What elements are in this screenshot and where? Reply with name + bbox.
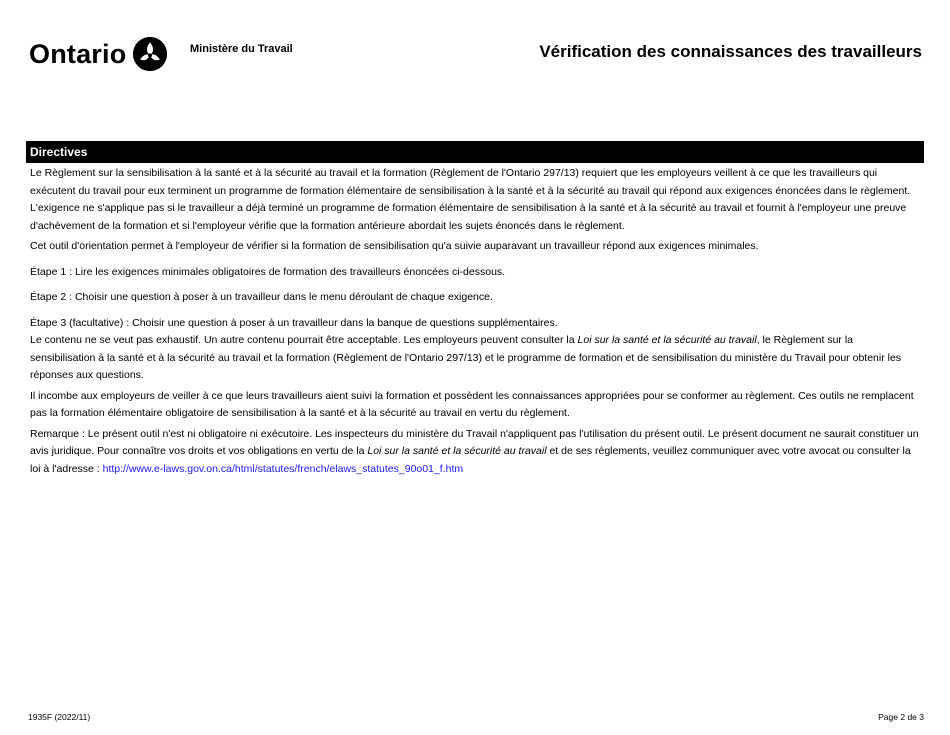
trillium-icon	[132, 36, 168, 72]
elaws-link[interactable]: http://www.e-laws.gov.on.ca/html/statutes/french/elaws_statutes_90o01_f.htm	[102, 462, 464, 475]
act-title-remark: Loi sur la santé et la sécurité au travail	[367, 445, 547, 457]
page-number: Page 2 de 3	[878, 712, 924, 722]
logo-wordmark: Ontario	[29, 39, 127, 69]
remark-text-b: et de ses règlements, veuillez communiquer avec votre avocat ou consulter la loi à l'adresse :	[30, 445, 911, 475]
ministry-name: Ministère du Travail	[190, 43, 293, 55]
paragraph-tool-purpose: Cet outil d'orientation permet à l'employeur de vérifier si la formation de sensibilisation qu'a suivie auparavant un travailleur répond aux exigences minimales.	[30, 240, 759, 252]
directives-content	[30, 165, 920, 478]
content-note-text-b: , le Règlement sur la sensibilisation à la santé et à la sécurité au travail et la formation (Règlement de l'Ontario 297/13) et le programme de formation et de sensibilisation du ministère du Travail pour obtenir les réponses aux questions.	[30, 334, 902, 381]
step-1: Étape 1 : Lire les exigences minimales obligatoires de formation des travailleurs énoncées ci-dessous.	[30, 265, 506, 278]
content-note-text-a: Le contenu ne se veut pas exhaustif. Un autre contenu pourrait être acceptable. Les employeurs peuvent consulter la	[30, 334, 578, 346]
step-2: Étape 2 : Choisir une question à poser à un travailleur dans le menu déroulant de chaque exigence.	[30, 291, 493, 303]
paragraph-content-note	[30, 332, 920, 385]
step-3: Étape 3 (facultative) : Choisir une question à poser à un travailleur dans la banque de questions supplémentaires.	[30, 316, 558, 329]
ontario-logo	[29, 36, 168, 72]
paragraph-remark	[30, 426, 920, 479]
document-title: Vérification des connaissances des travailleurs	[539, 42, 922, 61]
paragraph-employer-duty: Il incombe aux employeurs de veiller à ce que leurs travailleurs aient suivi la formation et possèdent les connaissances appropriées pour se conformer au règlement. Ces outils ne remplacent pas la formation élémentaire obligatoire de sensibilisation à la santé et à la sécurité au travail en vertu du règlement.	[30, 389, 914, 419]
form-number: 1935F (2022/11)	[28, 712, 91, 722]
paragraph-regulation: Le Règlement sur la sensibilisation à la santé et à la sécurité au travail et la formation (Règlement de l'Ontario 297/13) requiert que les employeurs veillent à ce que les travailleurs qui exécutent du travail pour eux terminent un programme de formation élémentaire de sensibilisation à la santé et à la sécurité au travail qui répond aux exigences énoncées dans le règlement. L'exigence ne s'applique pas si le travailleur a déjà terminé un programme de formation élémentaire de sensibilisation à la santé et à la sécurité au travail et fournit à l'employeur une preuve d'achèvement de la formation et si l'employeur vérifie que la formation antérieure abordait les sujets énoncés dans le règlement.	[30, 167, 911, 232]
act-title: Loi sur la santé et la sécurité au travail	[577, 334, 757, 346]
section-header-directives: Directives	[26, 141, 924, 163]
remark-text-a: Remarque : Le présent outil n'est ni obligatoire ni exécutoire. Les inspecteurs du ministère du Travail n'appliquent pas l'utilisation du présent outil. Le présent document ne saurait constituer un avis juridique. Pour connaître vos droits et vos obligations en vertu de la	[30, 427, 919, 457]
